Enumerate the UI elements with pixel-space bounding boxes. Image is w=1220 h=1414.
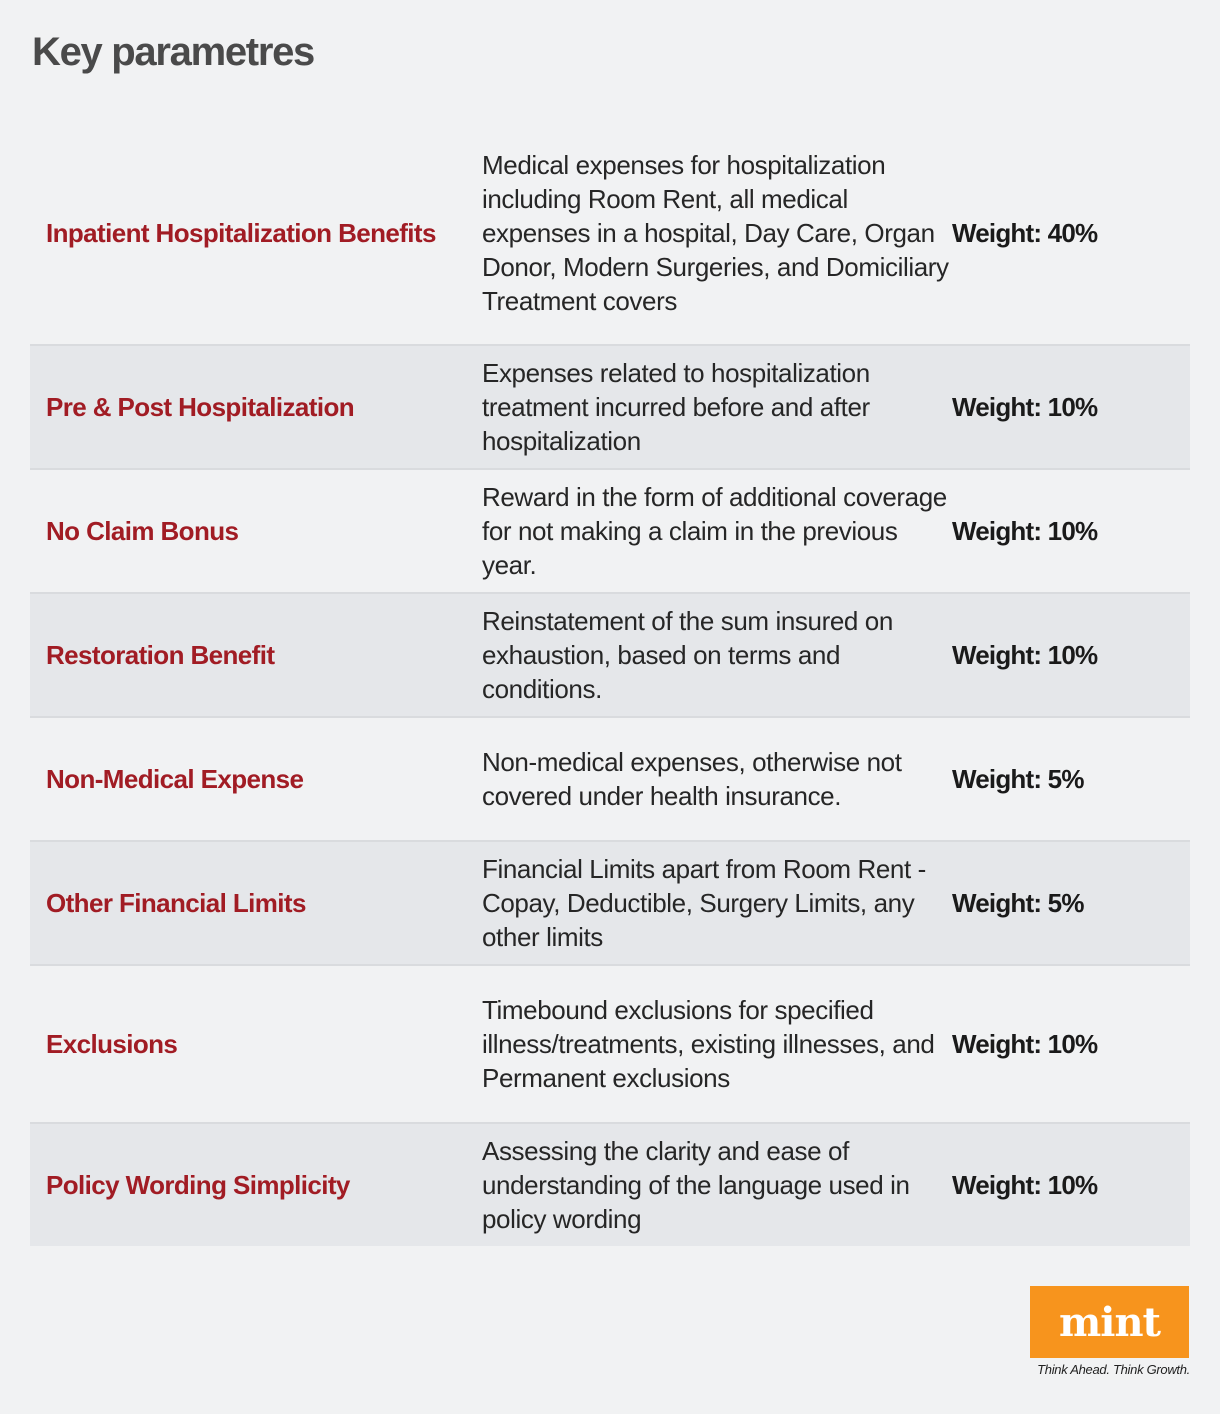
parameter-name: Other Financial Limits	[46, 888, 306, 918]
parameter-name: Non-Medical Expense	[46, 764, 304, 794]
parameter-description: Timebound exclusions for specified illness/treatments, existing illnesses, and Permanent exclusions	[482, 995, 935, 1093]
table-row	[30, 122, 1190, 346]
parameter-description: Reward in the form of additional coverage for not making a claim in the previous year.	[482, 482, 947, 580]
table-row	[30, 1124, 1190, 1246]
parameter-description: Medical expenses for hospitalization including Room Rent, all medical expenses in a hospital, Day Care, Organ Donor, Modern Surgeries, and Domiciliary Treatment covers	[482, 150, 949, 316]
table-row	[30, 966, 1190, 1124]
parameter-name: Restoration Benefit	[46, 640, 275, 670]
parameter-weight: Weight: 10%	[952, 1028, 1098, 1059]
parameter-weight: Weight: 10%	[952, 515, 1098, 546]
table-row	[30, 594, 1190, 718]
parameter-weight: Weight: 10%	[952, 391, 1098, 422]
page-title: Key parametres	[32, 30, 314, 74]
parameters-table	[30, 122, 1190, 1246]
parameter-name: Exclusions	[46, 1029, 178, 1059]
parameter-name: No Claim Bonus	[46, 516, 239, 546]
parameter-description: Financial Limits apart from Room Rent - Copay, Deductible, Surgery Limits, any other limits	[482, 854, 926, 952]
parameter-description: Expenses related to hospitalization treatment incurred before and after hospitalization	[482, 358, 870, 456]
parameter-weight: Weight: 10%	[952, 639, 1098, 670]
parameter-weight: Weight: 5%	[952, 887, 1084, 918]
parameter-description: Reinstatement of the sum insured on exhaustion, based on terms and conditions.	[482, 606, 893, 704]
parameter-weight: Weight: 10%	[952, 1169, 1098, 1200]
parameter-description: Non-medical expenses, otherwise not covered under health insurance.	[482, 747, 902, 811]
parameter-name: Inpatient Hospitalization Benefits	[46, 218, 436, 248]
parameter-description: Assessing the clarity and ease of understanding of the language used in policy wording	[482, 1136, 910, 1234]
parameter-name: Pre & Post Hospitalization	[46, 392, 355, 422]
parameter-weight: Weight: 40%	[952, 217, 1098, 248]
mint-logo	[1030, 1286, 1189, 1358]
table-row	[30, 470, 1190, 594]
table-row	[30, 346, 1190, 470]
table-row	[30, 718, 1190, 842]
logo-text: mint	[1058, 1298, 1161, 1346]
parameter-weight: Weight: 5%	[952, 763, 1084, 794]
table-row	[30, 842, 1190, 966]
parameter-name: Policy Wording Simplicity	[46, 1170, 350, 1200]
logo-tagline: Think Ahead. Think Growth.	[1037, 1362, 1190, 1377]
